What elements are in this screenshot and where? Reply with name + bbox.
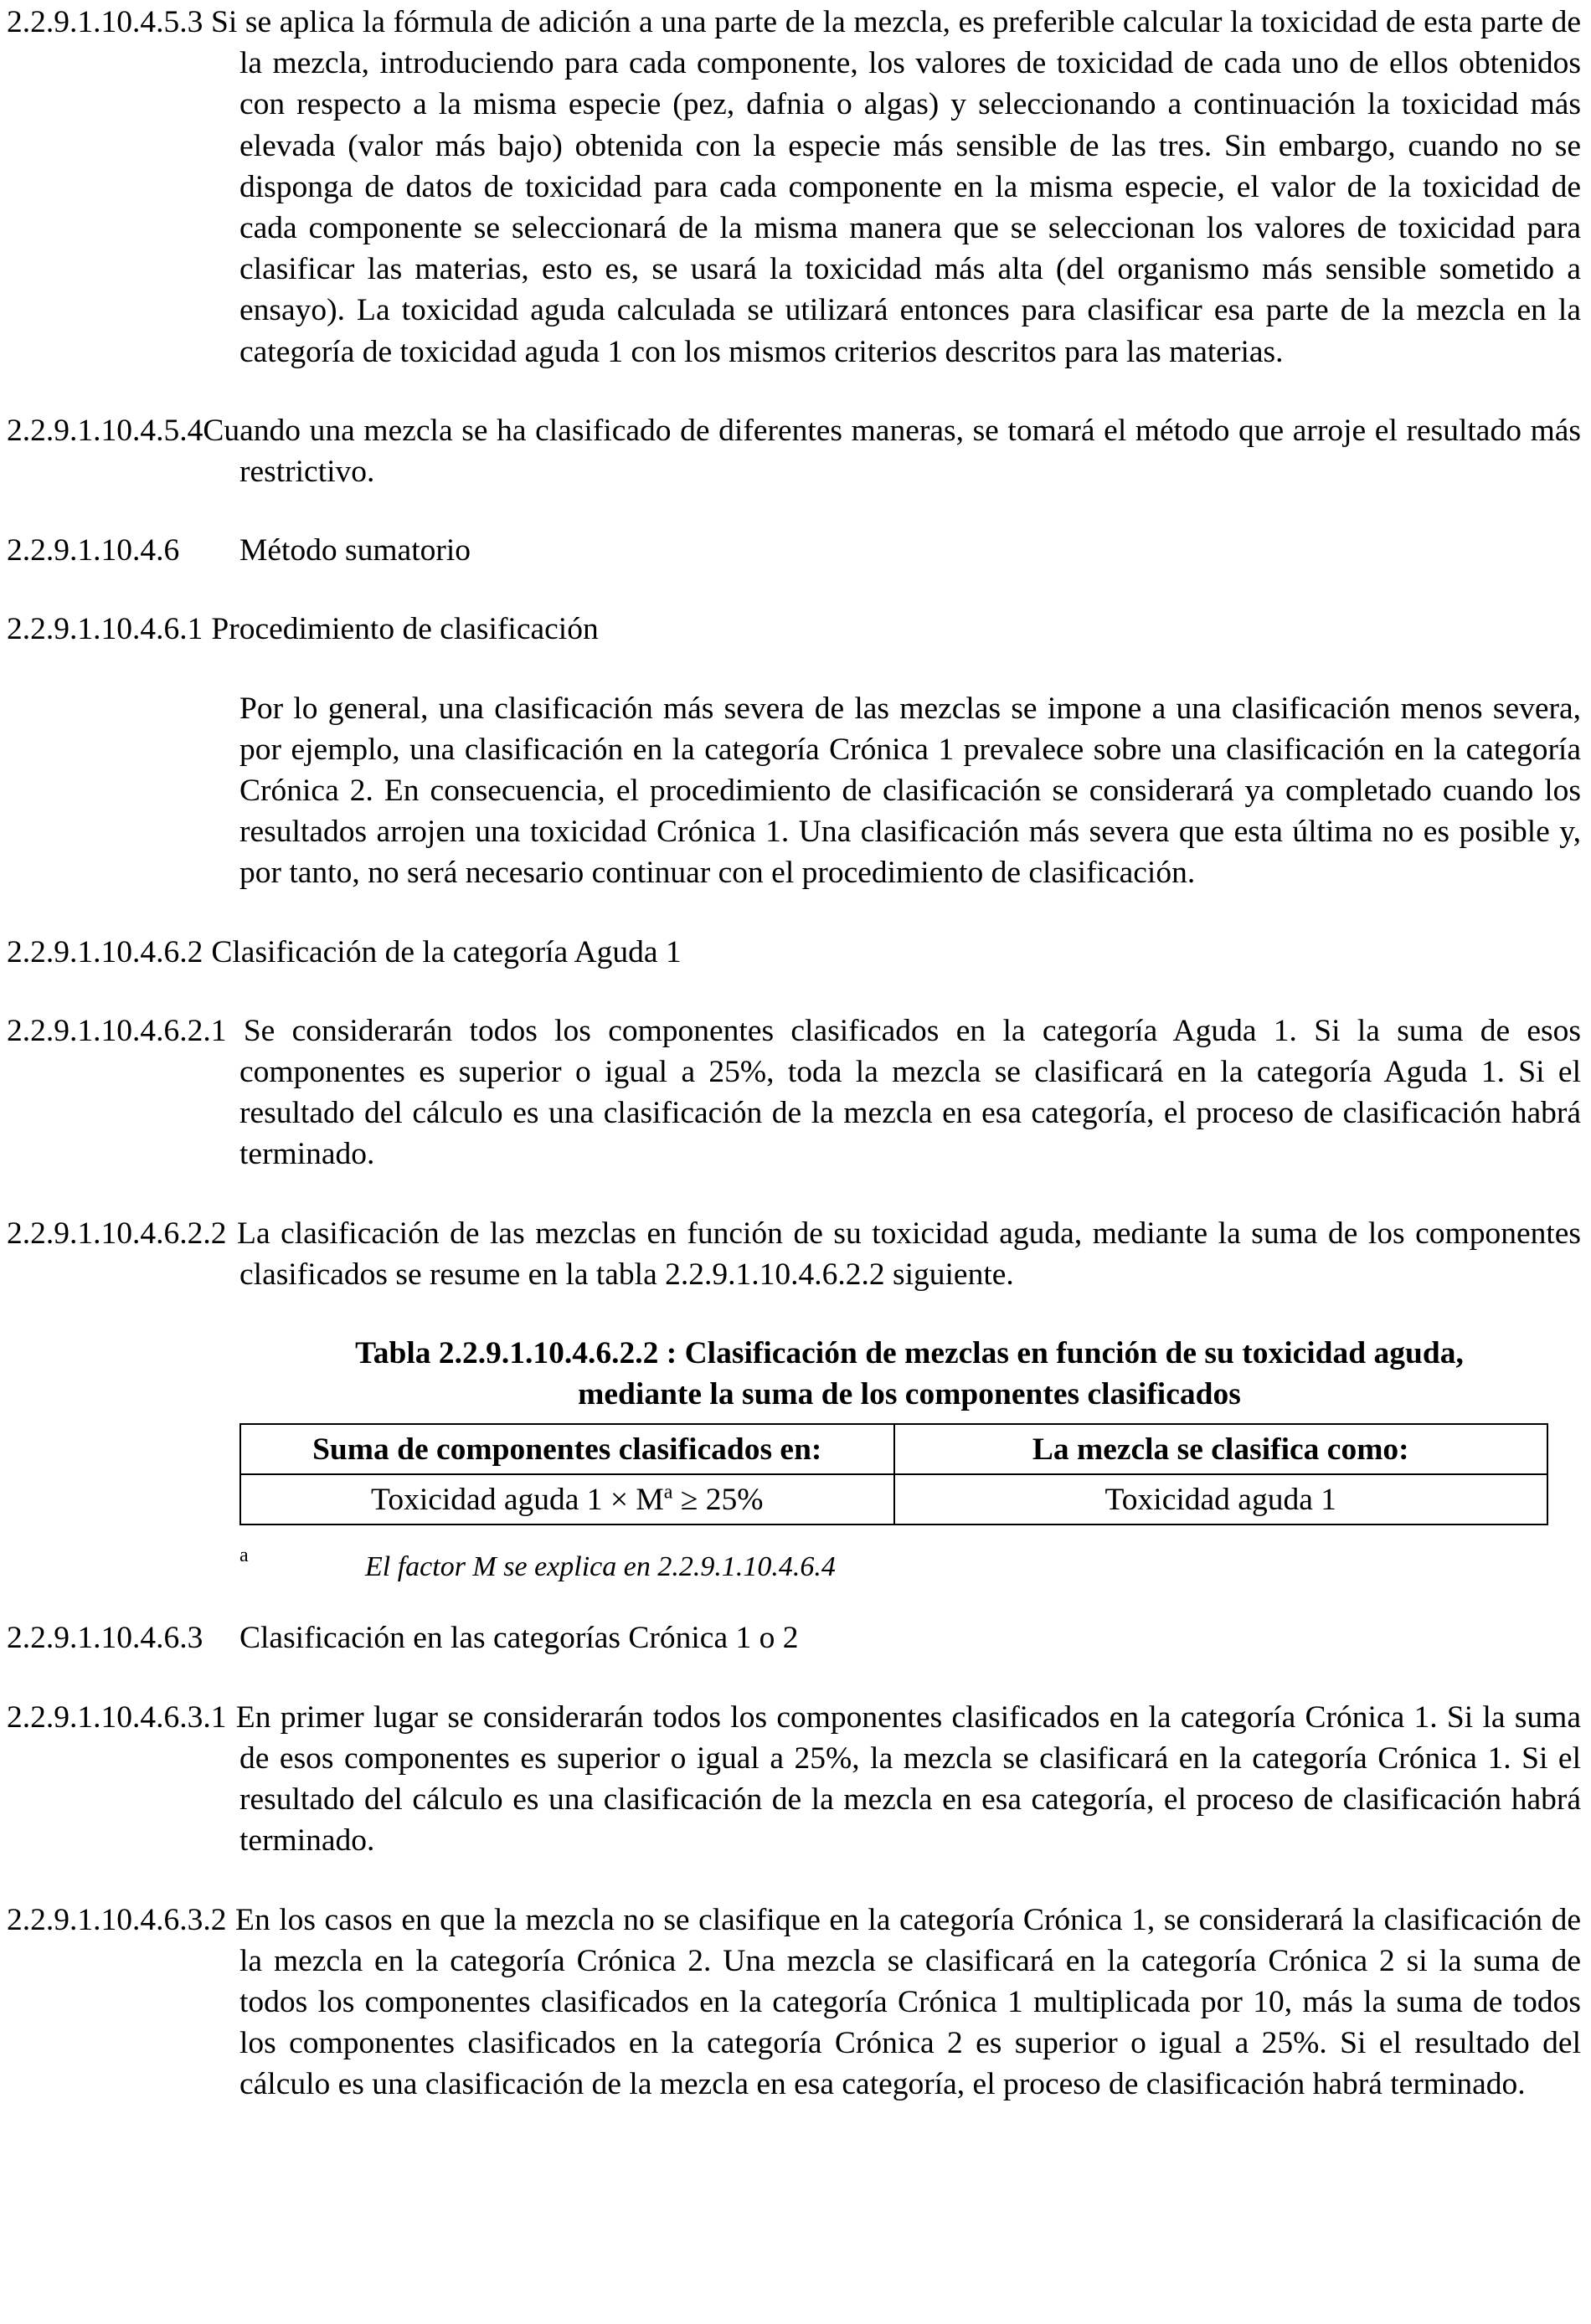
section-number: 2.2.9.1.10.4.6.3.2 bbox=[7, 1902, 227, 1937]
paragraph-procedimiento-body bbox=[7, 688, 1581, 894]
paragraph-2-2-9-1-10-4-6-2-2 bbox=[7, 1213, 1581, 1295]
paragraph-text: Se considerarán todos los componentes clasificados en la categoría Aguda 1. Si la suma de esos componentes es superior o igual a 25%, toda la mezcla se clasificará en la categoría Aguda 1. Si el resultado del cálculo es una clasificación de la mezcla en esa categoría, el proceso de clasificación habrá terminado. bbox=[239, 1013, 1581, 1172]
table-header-cell: Suma de componentes clasificados en: bbox=[240, 1424, 894, 1474]
table-footnote bbox=[7, 1545, 1581, 1586]
table-row bbox=[240, 1474, 1547, 1524]
section-number: 2.2.9.1.10.4.6.2 bbox=[7, 934, 203, 969]
table-header-row bbox=[240, 1424, 1547, 1474]
heading-cronica-1-o-2 bbox=[7, 1617, 1581, 1658]
heading-text: Método sumatorio bbox=[239, 533, 471, 568]
paragraph-text: En los casos en que la mezcla no se clasifique en la categoría Crónica 1, se considerará la clasificación de la mezcla en la categoría Crónica 2. Una mezcla se clasificará en la categoría Crónica 2 si la suma de todos los componentes clasificados en la categoría Crónica 1 multiplicada por 10, más la suma de todos los componentes clasificados en la categoría Crónica 2 es superior o igual a 25%. Si el resultado del cálculo es una clasificación de la mezcla en esa categoría, el proceso de clasificación habrá terminado. bbox=[235, 1902, 1581, 2102]
table-title-line1: Tabla 2.2.9.1.10.4.6.2.2 : Clasificación de mezclas en función de su toxicidad aguda, bbox=[355, 1336, 1464, 1371]
paragraph-2-2-9-1-10-4-5-4 bbox=[7, 410, 1581, 492]
heading-procedimiento bbox=[7, 609, 1581, 650]
table-cell: Toxicidad aguda 1 bbox=[894, 1474, 1548, 1524]
section-number: 2.2.9.1.10.4.6.2.2 bbox=[7, 1216, 227, 1251]
paragraph-text: Por lo general, una clasificación más severa de las mezclas se impone a una clasificación menos severa, por ejemplo, una clasificación en la categoría Crónica 1 prevalece sobre una clasificación en la categoría Crónica 2. En consecuencia, el procedimiento de clasificación se considerará ya completado cuando los resultados arrojen una toxicidad Crónica 1. Una clasificación más severa que esta última no es posible y, por tanto, no será necesario continuar con el procedimiento de clasificación. bbox=[239, 691, 1581, 891]
heading-aguda-1 bbox=[7, 932, 1581, 973]
paragraph-text: Cuando una mezcla se ha clasificado de diferentes maneras, se tomará el método que arroje el resultado más restrictivo. bbox=[203, 413, 1581, 490]
heading-text: Clasificación de la categoría Aguda 1 bbox=[211, 934, 682, 969]
paragraph-2-2-9-1-10-4-6-2-1 bbox=[7, 1010, 1581, 1175]
heading-text: Procedimiento de clasificación bbox=[211, 612, 599, 647]
section-number: 2.2.9.1.10.4.5.3 bbox=[7, 5, 203, 39]
classification-table bbox=[239, 1423, 1548, 1525]
paragraph-text: Si se aplica la fórmula de adición a una parte de la mezcla, es preferible calcular la toxicidad de esta parte de la mezcla, introduciendo para cada componente, los valores de toxicidad de cada uno de ellos obtenidos con respecto a la misma especie (pez, dafnia o algas) y seleccionando a continuación la toxicidad más elevada (valor más bajo) obtenida con la especie más sensible de las tres. Sin embargo, cuando no se disponga de datos de toxicidad para cada componente en la misma especie, el valor de la toxicidad de cada componente se seleccionará de la misma manera que se seleccionan los valores de toxicidad para clasificar las materias, esto es, se usará la toxicidad más alta (del organismo más sensible sometido a ensayo). La toxicidad aguda calculada se utilizará entonces para clasificar esa parte de la mezcla en la categoría de toxicidad aguda 1 con los mismos criterios descritos para las materias. bbox=[211, 5, 1581, 369]
section-number: 2.2.9.1.10.4.6.1 bbox=[7, 612, 203, 647]
section-number: 2.2.9.1.10.4.6 bbox=[7, 533, 180, 568]
footnote-reference: a bbox=[663, 1481, 673, 1504]
paragraph-text: En primer lugar se considerarán todos los componentes clasificados en la categoría Crónica 1. Si la suma de esos componentes es superior o igual a 25%, la mezcla se clasificará en la categoría Crónica 1. Si el resultado del cálculo es una clasificación de la mezcla en esa categoría, el proceso de clasificación habrá terminado. bbox=[235, 1699, 1581, 1859]
footnote-text: El factor M se explica en 2.2.9.1.10.4.6.4 bbox=[365, 1551, 836, 1583]
paragraph-2-2-9-1-10-4-5-3 bbox=[7, 2, 1581, 373]
paragraph-text: La clasificación de las mezclas en función de su toxicidad aguda, mediante la suma de los componentes clasificados se resume en la tabla 2.2.9.1.10.4.6.2.2 siguiente. bbox=[237, 1216, 1581, 1292]
document-page bbox=[7, 2, 1581, 2105]
heading-metodo-sumatorio bbox=[7, 530, 1581, 571]
table-title-line2: mediante la suma de los componentes clasificados bbox=[578, 1377, 1241, 1412]
table-title bbox=[239, 1333, 1579, 1415]
section-number: 2.2.9.1.10.4.5.4 bbox=[7, 413, 203, 448]
paragraph-2-2-9-1-10-4-6-3-1 bbox=[7, 1697, 1581, 1862]
table-header-cell: La mezcla se clasifica como: bbox=[894, 1424, 1548, 1474]
table-cell bbox=[240, 1474, 894, 1524]
heading-text: Clasificación en las categorías Crónica 1 o 2 bbox=[239, 1621, 799, 1656]
section-number: 2.2.9.1.10.4.6.2.1 bbox=[7, 1013, 227, 1048]
section-number: 2.2.9.1.10.4.6.3 bbox=[7, 1621, 203, 1656]
cell-text: Toxicidad aguda 1 × M bbox=[371, 1482, 664, 1517]
paragraph-2-2-9-1-10-4-6-3-2 bbox=[7, 1900, 1581, 2105]
footnote-mark: a bbox=[239, 1545, 249, 1567]
cell-text: ≥ 25% bbox=[672, 1482, 764, 1517]
section-number: 2.2.9.1.10.4.6.3.1 bbox=[7, 1699, 227, 1735]
